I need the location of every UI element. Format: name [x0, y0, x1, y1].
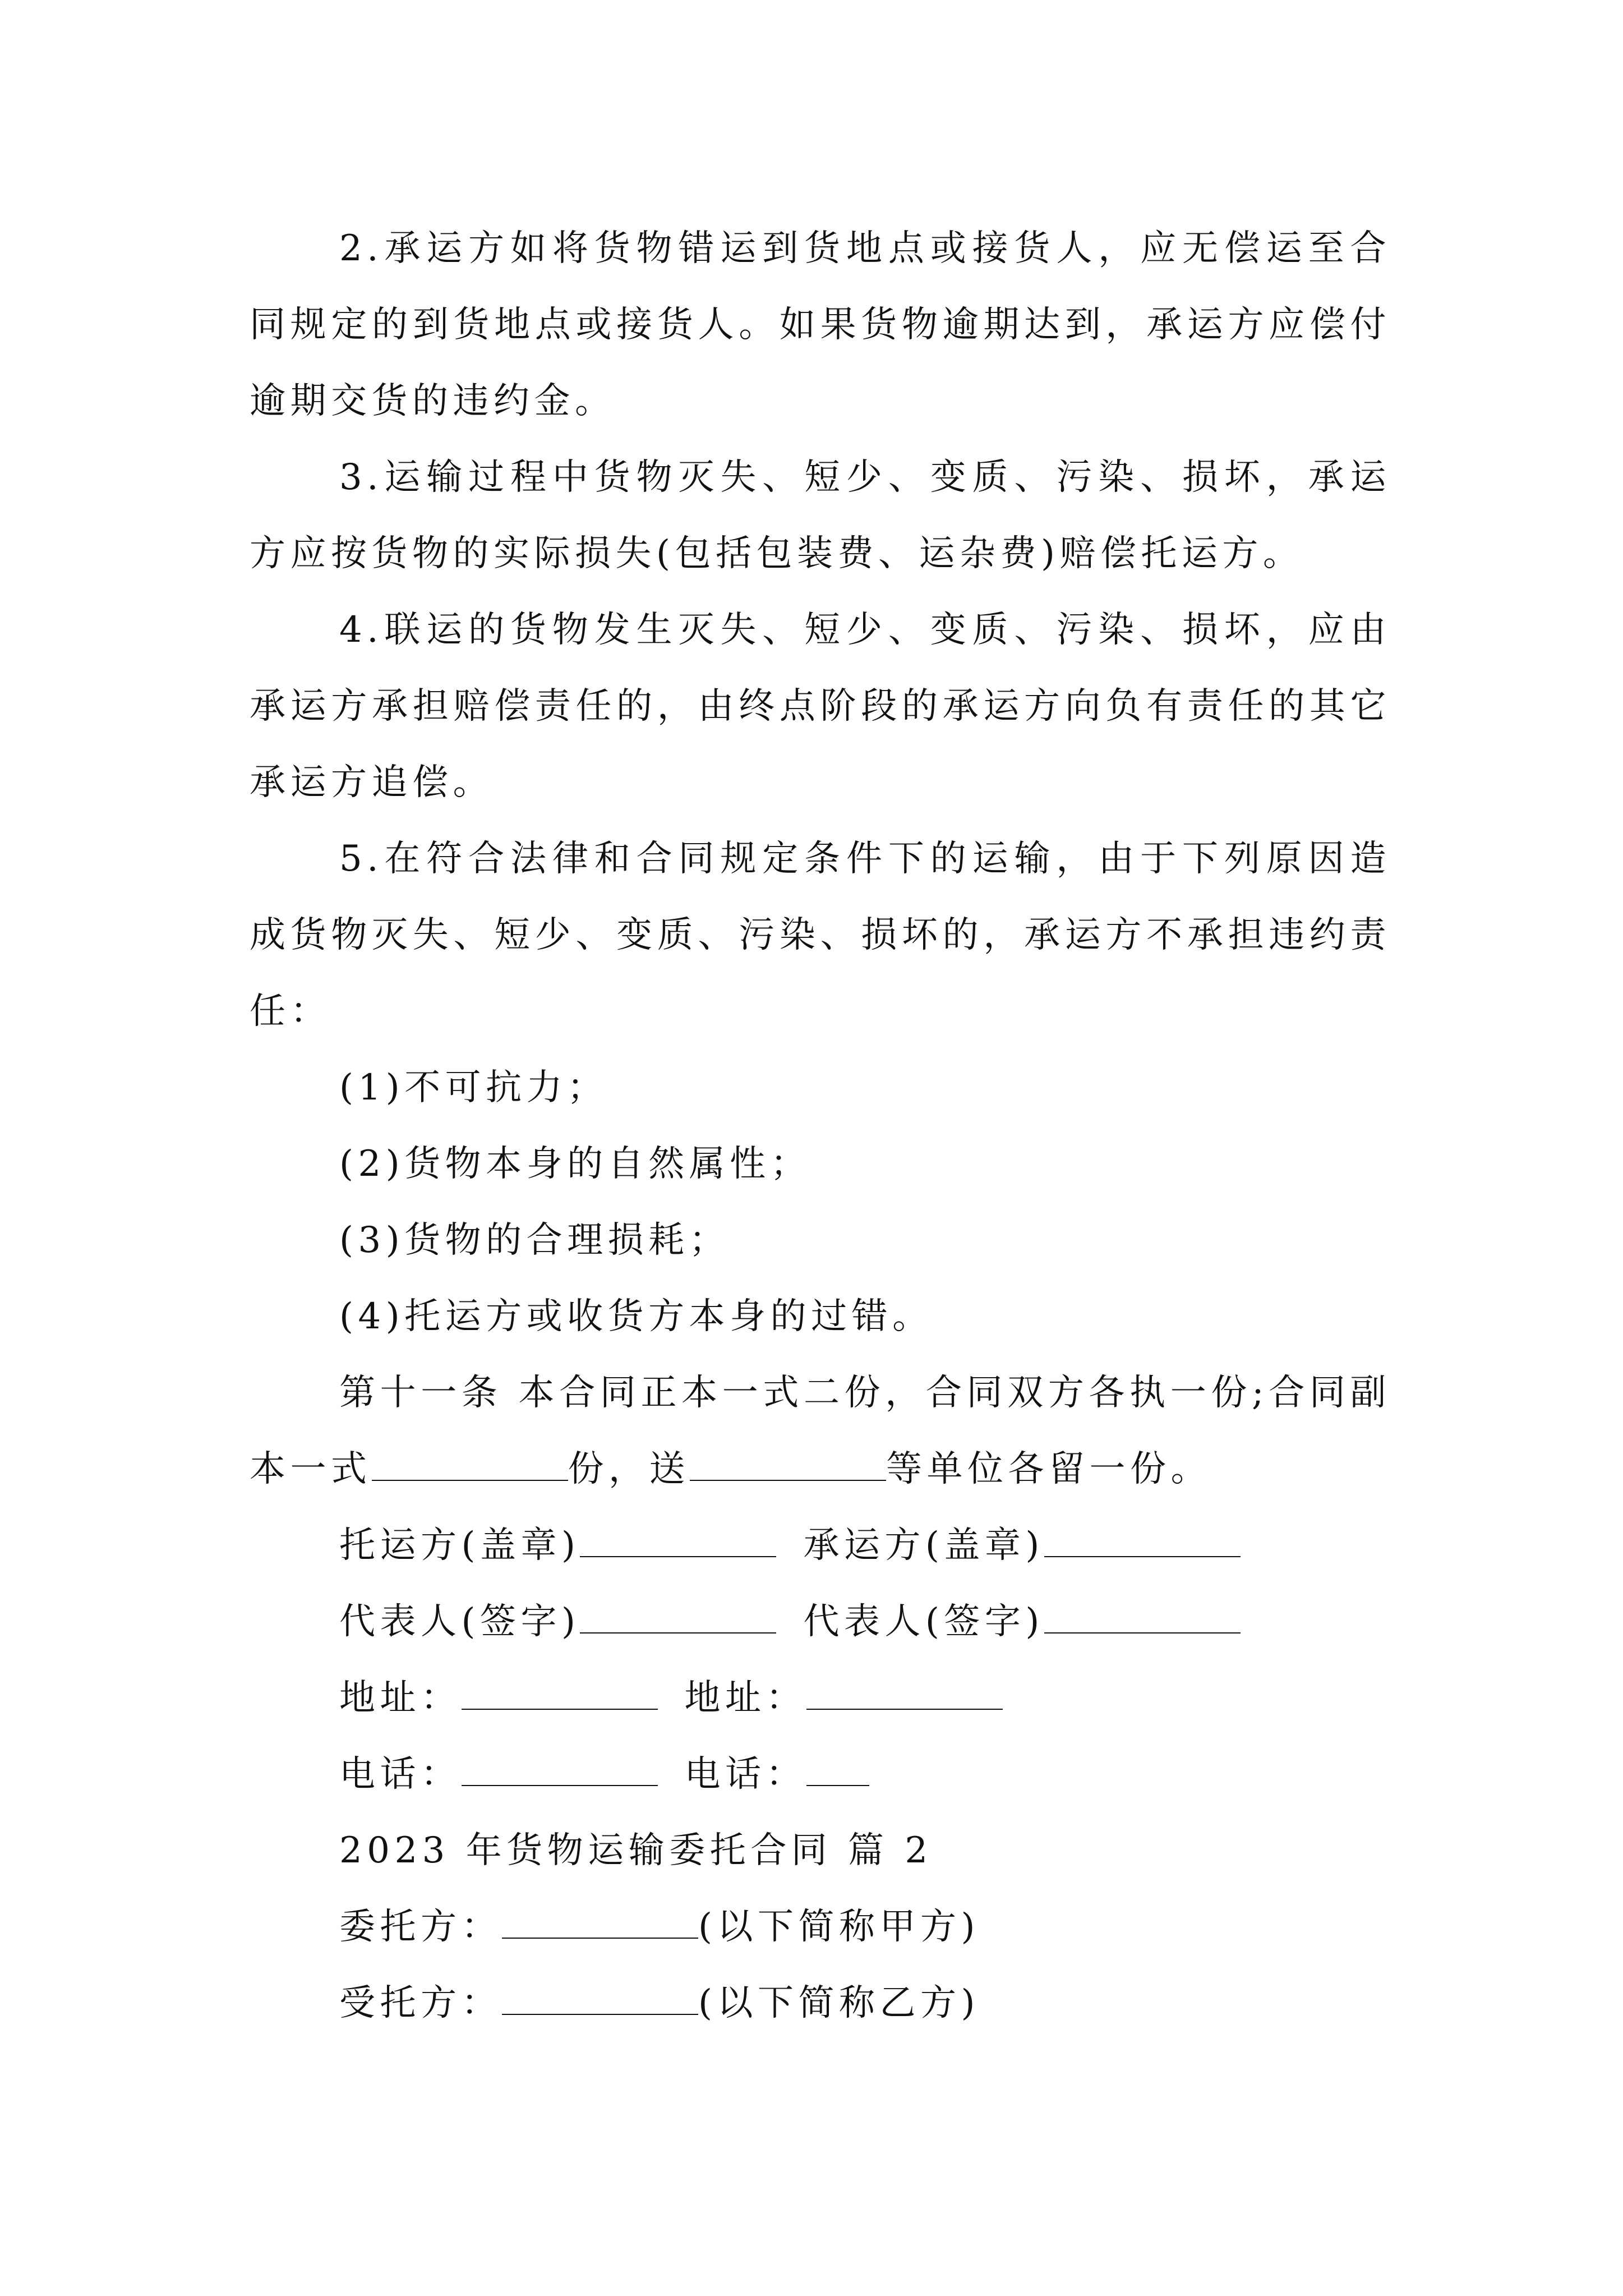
document-body	[250, 210, 1391, 2041]
representative-label-left: 代表人(签字)	[339, 1601, 580, 1642]
phone-label-right: 电话：	[684, 1754, 806, 1795]
article-11-text-2: 份，送	[568, 1448, 690, 1490]
clause-paragraph-2: 2.承运方如将货物错运到货地点或接货人，应无偿运至合同规定的到货地点或接货人。如果货物逾期达到，承运方应偿付逾期交货的违约金。	[250, 228, 1391, 422]
exemption-item-3: (3)货物的合理损耗；	[339, 1220, 730, 1261]
article-11-text-3: 等单位各留一份。	[886, 1448, 1211, 1490]
exemption-item-2: (2)货物本身的自然属性；	[339, 1143, 811, 1185]
address-line	[250, 1660, 1391, 1736]
agent-blank	[502, 1981, 698, 2015]
clause-paragraph-4: 4.联运的货物发生灭失、短少、变质、污染、损坏，应由承运方承担赔偿责任的，由终点阶段的承运方向负有责任的其它承运方追偿。	[250, 609, 1391, 803]
article-11-text-1: 第十一条 本合同正本一式二份，合同双方各执一份;合同副本一式	[250, 1372, 1391, 1490]
copies-blank	[372, 1447, 568, 1481]
phone-line	[250, 1736, 1391, 1812]
address-label-left: 地址：	[339, 1677, 462, 1719]
article-11-paragraph	[250, 1355, 1391, 1507]
representative-label-right: 代表人(签字)	[803, 1601, 1044, 1642]
agent-label: 受托方：	[339, 1982, 502, 2024]
agent-line	[250, 1965, 1391, 2041]
clause-paragraph-3: 3.运输过程中货物灭失、短少、变质、污染、损坏，承运方应按货物的实际损失(包括包装费、运杂费)赔偿托运方。	[250, 457, 1391, 574]
exemption-item-1: (1)不可抗力；	[339, 1067, 608, 1108]
recipient-blank	[690, 1447, 886, 1481]
seal-line	[250, 1507, 1391, 1584]
exemption-item-4: (4)托运方或收货方本身的过错。	[339, 1296, 933, 1337]
phone-blank-left	[462, 1752, 658, 1786]
carrier-seal-label: 承运方(盖章)	[803, 1525, 1044, 1566]
principal-label: 委托方：	[339, 1906, 502, 1948]
address-label-right: 地址：	[684, 1677, 806, 1719]
shipper-seal-blank	[580, 1524, 776, 1557]
phone-label-left: 电话：	[339, 1754, 462, 1795]
representative-blank-left	[580, 1600, 776, 1634]
principal-blank	[502, 1905, 698, 1939]
address-blank-right	[806, 1676, 1003, 1710]
agent-suffix: (以下简称乙方)	[698, 1982, 980, 2024]
phone-blank-right	[806, 1752, 869, 1786]
carrier-seal-blank	[1044, 1524, 1241, 1557]
representative-blank-right	[1044, 1600, 1241, 1634]
shipper-seal-label: 托运方(盖章)	[339, 1525, 580, 1566]
principal-line	[250, 1889, 1391, 1965]
address-blank-left	[462, 1676, 658, 1710]
section-2-title: 2023 年货物运输委托合同 篇 2	[339, 1830, 933, 1871]
representative-line	[250, 1584, 1391, 1660]
clause-paragraph-5: 5.在符合法律和合同规定条件下的运输，由于下列原因造成货物灭失、短少、变质、污染、损坏的，承运方不承担违约责任：	[250, 838, 1391, 1032]
principal-suffix: (以下简称甲方)	[698, 1906, 980, 1948]
